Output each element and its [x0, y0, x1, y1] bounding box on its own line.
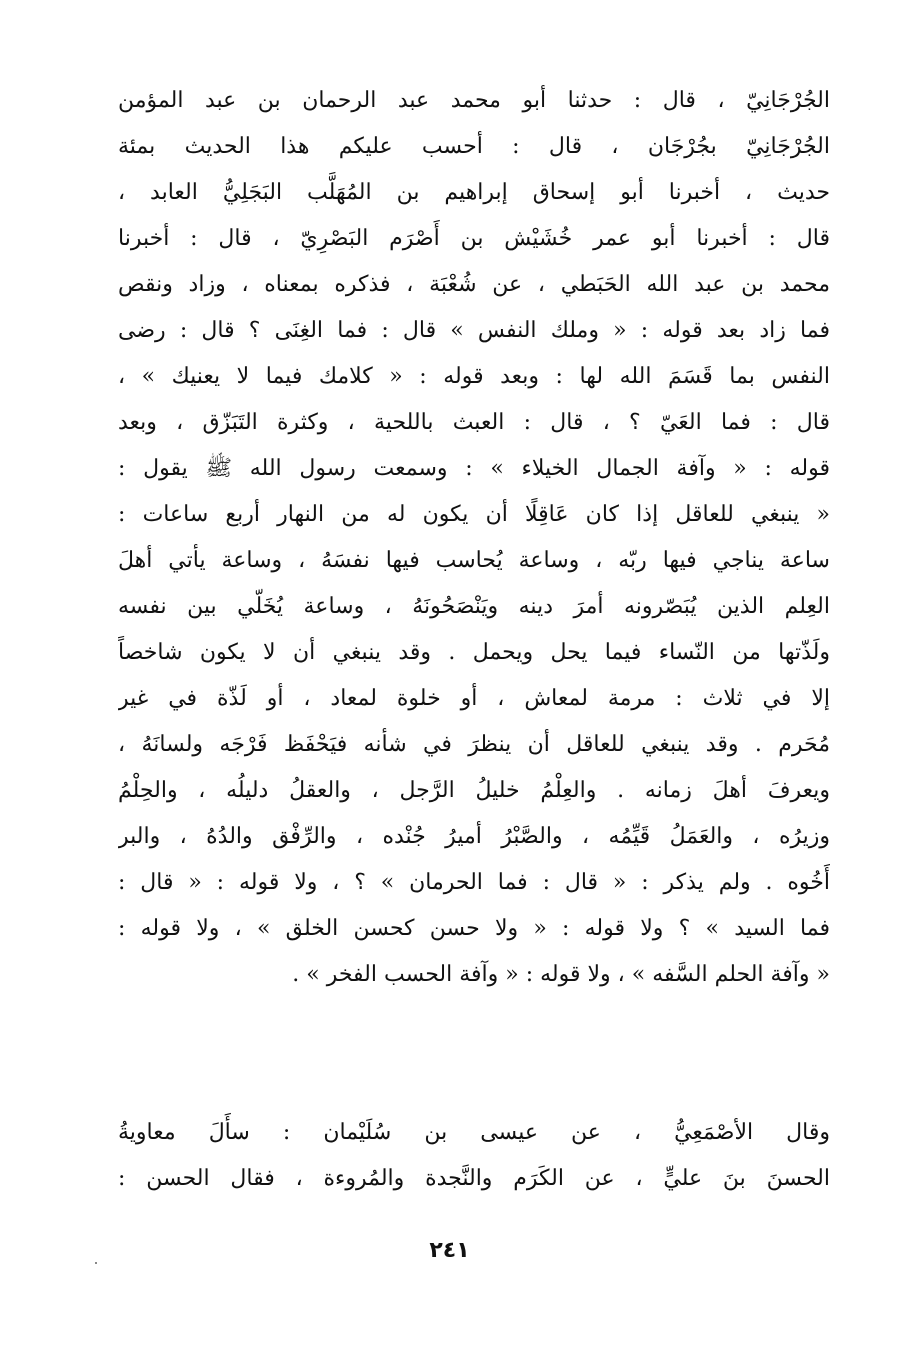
- text-line: « وآفة الحلم السَّفه » ، ولا قوله : « وآفة الحسب الفخر » .: [292, 962, 830, 987]
- text-line: النفس بما قَسَمَ الله لها : وبعد قوله : « كلامك فيما لا يعنيك » ،: [118, 364, 830, 389]
- main-paragraph: [118, 78, 830, 998]
- text-line: حديث ، أخبرنا أبو إسحاق إبراهيم بن المُهَلَّب البَجَلِيُّ العابد ،: [118, 180, 830, 205]
- text-line: إلا في ثلاث : مرمة لمعاش ، أو خلوة لمعاد ، أو لَذّة في غير: [118, 686, 830, 711]
- text-line: العِلم الذين يُبَصّرونه أمرَ دينه ويَنْصَحُونَهُ ، وساعة يُخَلّي بين نفسه: [118, 594, 830, 619]
- text-line: وقال الأصْمَعِيُّ ، عن عيسى بن سُلَيْمان : سأَلَ معاويةُ: [118, 1120, 830, 1145]
- text-line: مُحَرم . وقد ينبغي للعاقل أن ينظرَ في شأنه فيَحْفَظ فَرْجَه ولسانَهُ ،: [118, 732, 830, 757]
- page-number: ٢٤١: [429, 1238, 470, 1263]
- second-paragraph: [118, 1110, 830, 1202]
- text-line: الجُرْجَانِيّ بجُرْجَان ، قال : أحسب عليكم هذا الحديث بمئة: [118, 134, 830, 159]
- text-line: فما السيد » ؟ ولا قوله : « ولا حسن كحسن الخلق » ، ولا قوله :: [118, 916, 830, 941]
- text-line: أَخُوه . ولم يذكر : « قال : فما الحرمان » ؟ ، ولا قوله : « قال :: [118, 870, 830, 895]
- text-line: ولَذّتها من النّساء فيما يحل ويحمل . وقد ينبغي أن لا يكون شاخصاً: [118, 640, 830, 665]
- text-line: قوله : « وآفة الجمال الخيلاء » : وسمعت رسول الله ﷺ يقول :: [118, 456, 830, 481]
- text-line: فما زاد بعد قوله : « وملك النفس » قال : فما الغِنَى ؟ قال : رضى: [118, 318, 830, 343]
- text-line: محمد بن عبد الله الحَبَطي ، عن شُعْبَة ، فذكره بمعناه ، وزاد ونقص: [118, 272, 830, 297]
- margin-dot: [95, 1262, 97, 1264]
- text-line: قال : أخبرنا أبو عمر خُشَيْش بن أَصْرَم البَصْرِيّ ، قال : أخبرنا: [118, 226, 830, 251]
- text-line: الجُرْجَانِيّ ، قال : حدثنا أبو محمد عبد الرحمان بن عبد المؤمن: [118, 88, 830, 113]
- text-line: قال : فما العَيّ ؟ ، قال : العبث باللحية ، وكثرة التَبَزّق ، وبعد: [118, 410, 830, 435]
- text-line: الحسنَ بنَ عليٍّ ، عن الكَرَم والنَّجدة والمُروءة ، فقال الحسن :: [118, 1166, 830, 1191]
- text-line: وزيرُه ، والعَمَلُ قَيِّمُه ، والصَّبْرُ أميرُ جُنْده ، والرِّفْق والدُهُ ، والبر: [118, 824, 830, 849]
- text-line: ويعرفَ أهلَ زمانه . والعِلْمُ خليلُ الرَّجل ، والعقلُ دليلُه ، والحِلْمُ: [118, 778, 830, 803]
- text-line: « ينبغي للعاقل إذا كان عَاقِلًا أن يكون له من النهار أربع ساعات :: [118, 502, 830, 527]
- text-line: ساعة يناجي فيها ربّه ، وساعة يُحاسب فيها نفسَهُ ، وساعة يأتي أهلَ: [118, 548, 830, 573]
